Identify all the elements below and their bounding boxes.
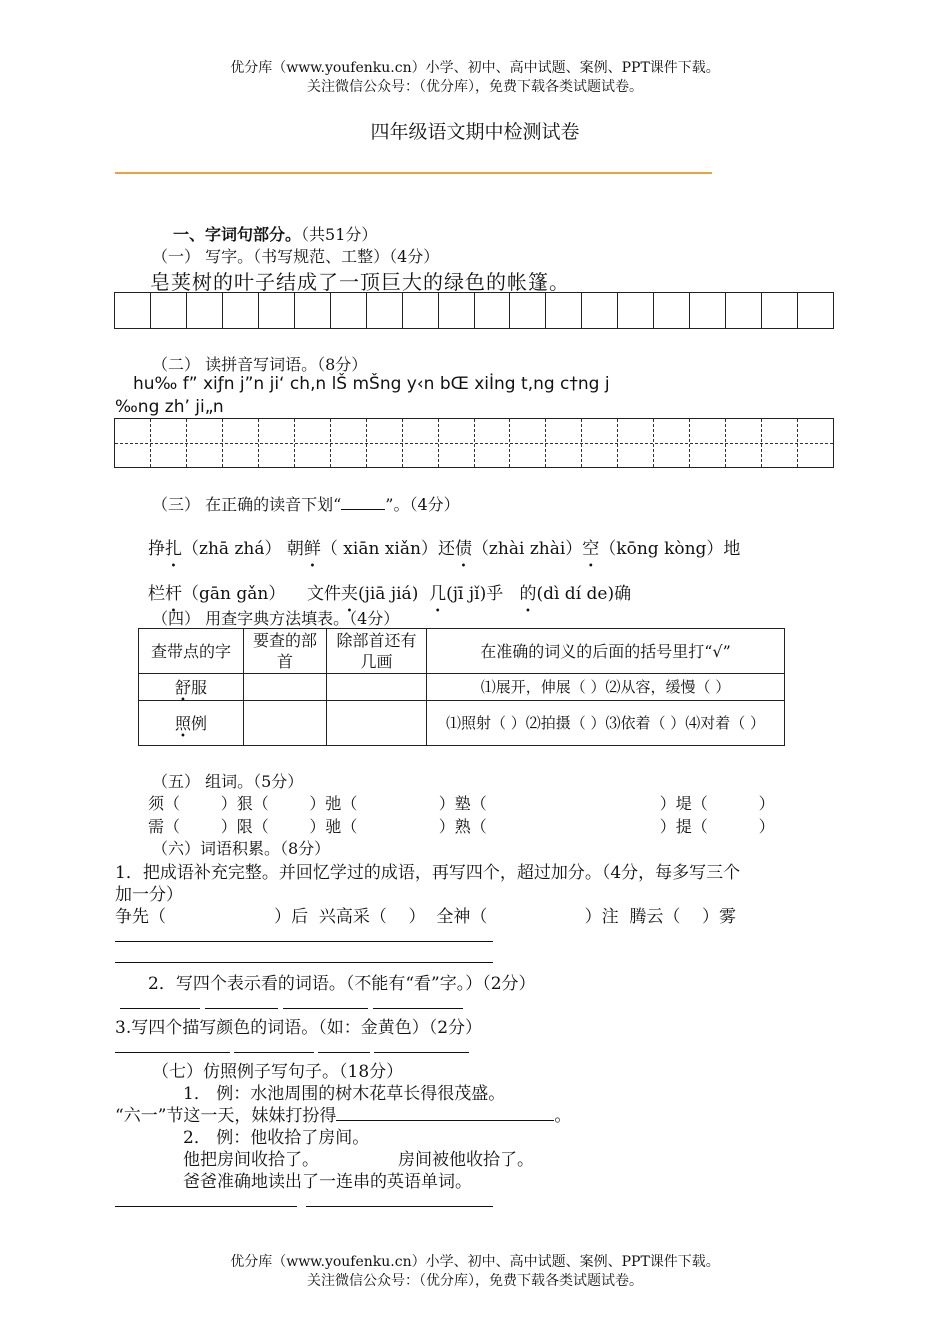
answer-line[interactable] (115, 1052, 230, 1053)
section5-heading: （五） 组词。（5分） (152, 772, 304, 791)
radical-cell[interactable] (244, 701, 327, 746)
title-divider (115, 172, 712, 174)
page-title: 四年级语文期中检测试卷 (370, 121, 580, 143)
part1-score: （共51分） (301, 225, 378, 244)
underline-sample (341, 495, 385, 510)
answer-line[interactable] (205, 1008, 278, 1009)
answer-line[interactable] (120, 1008, 200, 1009)
answer-line[interactable] (234, 1052, 314, 1053)
word-group-item[interactable]: 堤（ ） (675, 794, 775, 813)
col-header-strokes: 除部首还有几画 (327, 629, 427, 674)
reading-item[interactable]: 挣扎（zhā zhá） (148, 539, 282, 559)
reading-item[interactable]: 的(dì dí de)确 (519, 584, 632, 604)
header-line-2: 关注微信公众号：（优分库），免费下载各类试题试卷。 (307, 79, 643, 95)
footer-line-1: 优分库（www.youfenku.cn）小学、初中、高中试题、案例、PPT课件下载。 (230, 1254, 720, 1270)
word-group-item[interactable]: 需（ ） (148, 817, 237, 836)
answer-line[interactable] (374, 1052, 469, 1053)
example-2-b: 房间被他收拾了。 (398, 1150, 534, 1170)
reading-item[interactable]: 栏杆（gān gǎn） (148, 584, 286, 604)
word-group-item[interactable]: 狠（ ） (236, 794, 326, 813)
section1-heading: （一） 写字。（书写规范、工整）（4分） (152, 247, 440, 266)
reading-item[interactable]: 文件夹(jiā jiá) (306, 584, 419, 604)
q3-text: 3.写四个描写颜色的词语。（如：金黄色）（2分） (115, 1018, 483, 1038)
idiom-item[interactable]: 腾云（ ）雾 (629, 907, 737, 927)
word-group-item[interactable]: 驰（ ） (325, 817, 455, 836)
radical-cell[interactable] (244, 674, 327, 701)
section3-heading-a: （三） 在正确的读音下划“ (152, 495, 342, 514)
answer-line[interactable] (306, 1206, 493, 1207)
idiom-item[interactable]: 兴高采（ ） (318, 907, 426, 927)
word-group-item[interactable]: 提（ ） (675, 817, 775, 836)
col-header-radical: 要查的部首 (244, 629, 327, 674)
reading-row-2 (148, 579, 631, 604)
answer-line[interactable] (115, 1206, 297, 1207)
example-2-a: 他把房间收拾了。 (183, 1150, 319, 1170)
example-2: 2． 例：他收拾了房间。 (183, 1128, 370, 1148)
col-header-meaning: 在准确的词义的后面的括号里打“√” (427, 629, 785, 674)
header-line-1: 优分库（www.youfenku.cn）小学、初中、高中试题、案例、PPT课件下载。 (230, 60, 720, 76)
word-group-row-2 (148, 814, 775, 837)
dictionary-table (138, 628, 785, 746)
pinyin-writing-grid[interactable] (114, 418, 834, 468)
answer-line[interactable] (373, 1008, 463, 1009)
section6-heading: （六）词语积累。（8分） (152, 839, 331, 858)
part1-heading (173, 222, 377, 245)
answer-line[interactable] (318, 1052, 370, 1053)
section4-heading: （四） 用查字典方法填表。（4分） (152, 609, 400, 628)
task-1-end: 。 (554, 1106, 572, 1126)
section1-sentence: 皂荚树的叶子结成了一顶巨大的绿色的帐篷。 (150, 270, 570, 294)
task-1-blank[interactable] (336, 1104, 554, 1121)
row-char: 舒服 (139, 674, 244, 701)
reading-item[interactable]: 还债（zhài zhài） (437, 539, 583, 559)
idiom-row (115, 902, 736, 927)
reading-item[interactable]: 几(jī jǐ)乎 (429, 584, 504, 604)
reading-row-1 (148, 534, 740, 559)
section7-heading: （七）仿照例子写句子。（18分） (152, 1062, 404, 1082)
example-1: 1． 例：水池周围的树木花草长得很茂盛。 (183, 1084, 506, 1104)
idiom-item[interactable]: 全神（ ）注 (436, 907, 619, 927)
part1-heading-text: 一、字词句部分。 (173, 225, 302, 244)
word-group-item[interactable]: 弛（ ） (325, 794, 455, 813)
word-group-row-1 (148, 791, 775, 814)
reading-item[interactable]: 朝鲜（ xiān xiǎn） (286, 539, 438, 559)
section2-heading: （二） 读拼音写词语。（8分） (152, 355, 368, 374)
pinyin-line-2: ‰ng zh’ ji„n (115, 397, 224, 417)
reading-item[interactable]: 空（kōng kòng）地 (582, 539, 741, 559)
section3-heading-b: ”。（4分） (385, 495, 460, 514)
q2-text: 2．写四个表示看的词语。（不能有“看”字。）（2分） (148, 974, 536, 994)
pinyin-line-1: hu‰ f” xiƒn j”n ji‘ ch‚n lŠ mŠng y‹n bŒ xiİng t‚ng c†ng j (133, 374, 610, 394)
q1-text-cont: 加一分） (115, 885, 183, 905)
row-char: 照例 (139, 701, 244, 746)
word-group-item[interactable]: 限（ ） (236, 817, 326, 836)
word-group-item[interactable]: 塾（ ） (454, 794, 676, 813)
answer-line[interactable] (115, 941, 493, 942)
q1-text: 1．把成语补充完整。并回忆学过的成语，再写四个，超过加分。（4分，每多写三个 (115, 863, 741, 883)
col-header-char: 查带点的字 (139, 629, 244, 674)
idiom-item[interactable]: 争先（ ）后 (115, 907, 309, 927)
strokes-cell[interactable] (327, 674, 427, 701)
answer-line[interactable] (115, 962, 493, 963)
footer-line-2: 关注微信公众号：（优分库），免费下载各类试题试卷。 (307, 1273, 643, 1289)
strokes-cell[interactable] (327, 701, 427, 746)
section3-heading (152, 492, 460, 515)
meaning-cell[interactable]: ⑴照射（ ）⑵拍摄（ ）⑶依着（ ）⑷对着（ ） (427, 701, 785, 746)
answer-line[interactable] (283, 1008, 368, 1009)
meaning-cell[interactable]: ⑴展开，伸展（ ）⑵从容，缓慢（ ） (427, 674, 785, 701)
writing-grid[interactable] (114, 292, 834, 329)
word-group-item[interactable]: 熟（ ） (454, 817, 676, 836)
task-2: 爸爸准确地读出了一连串的英语单词。 (183, 1172, 472, 1192)
word-group-item[interactable]: 须（ ） (148, 794, 237, 813)
task-1-text: “六一”节这一天，妹妹打扮得 (115, 1106, 337, 1126)
